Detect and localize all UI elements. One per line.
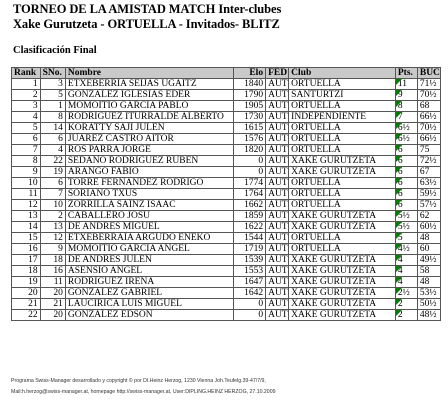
- cell-elo: 1544: [234, 233, 266, 244]
- cell-rank: 5: [12, 123, 41, 134]
- footer-copyright: Programa Swiss-Manager desarrollado y copyright © por DI.Heinz Herzog, 1230 Vienna Joh.Teufelg.39-47/7/9,: [11, 378, 266, 384]
- cell-pts: 6½: [395, 123, 417, 134]
- cell-name: MOMOITIO GARCIA PABLO: [65, 101, 233, 112]
- cell-fed: AUT: [266, 255, 289, 266]
- cell-pts: 6: [395, 200, 417, 211]
- table-row: [12, 277, 441, 288]
- cell-pts: 6: [395, 156, 417, 167]
- cell-name: ROS PARRA JORGE: [65, 145, 233, 156]
- cell-sno: 1: [40, 101, 65, 112]
- tournament-title: TORNEO DE LA AMISTAD MATCH Inter-clubes: [13, 2, 282, 16]
- col-header-sno: SNo.: [40, 68, 65, 79]
- cell-elo: 1615: [234, 123, 266, 134]
- cell-fed: AUT: [266, 112, 289, 123]
- cell-club: INDEPENDIENTE: [289, 112, 396, 123]
- cell-elo: 1764: [234, 189, 266, 200]
- cell-pts: 5: [395, 233, 417, 244]
- table-row: [12, 244, 441, 255]
- cell-name: DE ANDRES JULEN: [65, 255, 233, 266]
- tournament-subtitle: Xake Gurutzeta - ORTUELLA - Invitados- BLITZ: [13, 17, 280, 31]
- cell-name: RODRIGUEZ ITURRALDE ALBERTO: [65, 112, 233, 123]
- cell-name: ETXEBERRAIA ARGUDO ENEKO: [65, 233, 233, 244]
- cell-name: LAUCIRICA LUIS MIGUEL: [65, 299, 233, 310]
- cell-elo: 1642: [234, 288, 266, 299]
- cell-sno: 14: [40, 123, 65, 134]
- col-header-rank: Rank: [12, 68, 41, 79]
- cell-fed: AUT: [266, 101, 289, 112]
- cell-club: ORTUELLA: [289, 79, 396, 90]
- cell-club: XAKE GURUTZETA: [289, 277, 396, 288]
- cell-sno: 18: [40, 255, 65, 266]
- cell-fed: AUT: [266, 90, 289, 101]
- cell-sno: 6: [40, 134, 65, 145]
- cell-buc: 62: [417, 211, 440, 222]
- cell-rank: 10: [12, 178, 41, 189]
- cell-name: DE ANDRES MIGUEL: [65, 222, 233, 233]
- cell-elo: 0: [234, 299, 266, 310]
- cell-rank: 15: [12, 233, 41, 244]
- cell-elo: 1539: [234, 255, 266, 266]
- cell-club: XAKE GURUTZETA: [289, 167, 396, 178]
- col-header-name: Nombre: [65, 68, 233, 79]
- cell-rank: 18: [12, 266, 41, 277]
- table-row: [12, 178, 441, 189]
- cell-club: ORTUELLA: [289, 244, 396, 255]
- cell-sno: 20: [40, 310, 65, 321]
- cell-pts: 4: [395, 255, 417, 266]
- cell-elo: 1840: [234, 79, 266, 90]
- table-row: [12, 189, 441, 200]
- table-row: [12, 101, 441, 112]
- cell-club: ORTUELLA: [289, 123, 396, 134]
- cell-buc: 60: [417, 244, 440, 255]
- table-row: [12, 79, 441, 90]
- table-row: [12, 167, 441, 178]
- cell-buc: 48: [417, 233, 440, 244]
- cell-sno: 6: [40, 178, 65, 189]
- cell-rank: 2: [12, 90, 41, 101]
- cell-club: ORTUELLA: [289, 200, 396, 211]
- table-row: [12, 299, 441, 310]
- table-row: [12, 288, 441, 299]
- cell-club: XAKE GURUTZETA: [289, 211, 396, 222]
- cell-rank: 17: [12, 255, 41, 266]
- cell-rank: 4: [12, 112, 41, 123]
- cell-elo: 1905: [234, 101, 266, 112]
- cell-elo: 1820: [234, 145, 266, 156]
- cell-rank: 1: [12, 79, 41, 90]
- cell-buc: 67: [417, 167, 440, 178]
- cell-fed: AUT: [266, 277, 289, 288]
- cell-buc: 50½: [417, 299, 440, 310]
- cell-fed: AUT: [266, 222, 289, 233]
- table-row: [12, 112, 441, 123]
- cell-name: MOMOITIO GARCIA ANGEL: [65, 244, 233, 255]
- cell-fed: AUT: [266, 233, 289, 244]
- table-row: [12, 145, 441, 156]
- table-row: [12, 134, 441, 145]
- cell-fed: AUT: [266, 244, 289, 255]
- cell-name: TORRE FERNANDEZ RODRIGO: [65, 178, 233, 189]
- cell-buc: 48: [417, 277, 440, 288]
- cell-fed: AUT: [266, 211, 289, 222]
- cell-club: XAKE GURUTZETA: [289, 222, 396, 233]
- cell-name: RODRIGUEZ IRENA: [65, 277, 233, 288]
- cell-club: ORTUELLA: [289, 233, 396, 244]
- cell-fed: AUT: [266, 310, 289, 321]
- cell-elo: 1774: [234, 178, 266, 189]
- cell-pts: 2½: [395, 288, 417, 299]
- cell-club: XAKE GURUTZETA: [289, 288, 396, 299]
- col-header-fed: FED: [266, 68, 289, 79]
- cell-buc: 66½: [417, 134, 440, 145]
- cell-pts: 4: [395, 266, 417, 277]
- cell-pts: 8: [395, 101, 417, 112]
- cell-rank: 9: [12, 167, 41, 178]
- cell-buc: 72½: [417, 156, 440, 167]
- cell-rank: 8: [12, 156, 41, 167]
- cell-buc: 71½: [417, 79, 440, 90]
- cell-pts: 5½: [395, 211, 417, 222]
- cell-rank: 16: [12, 244, 41, 255]
- cell-rank: 3: [12, 101, 41, 112]
- col-header-club: Club: [289, 68, 396, 79]
- cell-sno: 2: [40, 211, 65, 222]
- cell-elo: 1730: [234, 112, 266, 123]
- cell-fed: AUT: [266, 145, 289, 156]
- cell-club: XAKE GURUTZETA: [289, 310, 396, 321]
- col-header-elo: Elo: [234, 68, 266, 79]
- cell-sno: 3: [40, 79, 65, 90]
- cell-elo: 1662: [234, 200, 266, 211]
- cell-rank: 19: [12, 277, 41, 288]
- table-row: [12, 233, 441, 244]
- cell-buc: 60½: [417, 222, 440, 233]
- cell-rank: 7: [12, 145, 41, 156]
- cell-fed: AUT: [266, 266, 289, 277]
- cell-sno: 12: [40, 233, 65, 244]
- cell-fed: AUT: [266, 156, 289, 167]
- cell-club: ORTUELLA: [289, 145, 396, 156]
- cell-sno: 22: [40, 156, 65, 167]
- cell-buc: 53½: [417, 288, 440, 299]
- table-row: [12, 90, 441, 101]
- cell-buc: 75: [417, 145, 440, 156]
- cell-club: ORTUELLA: [289, 178, 396, 189]
- table-row: [12, 255, 441, 266]
- cell-fed: AUT: [266, 288, 289, 299]
- cell-sno: 10: [40, 200, 65, 211]
- cell-name: ASENSIO ANGEL: [65, 266, 233, 277]
- cell-fed: AUT: [266, 123, 289, 134]
- cell-elo: 1647: [234, 277, 266, 288]
- cell-elo: 1719: [234, 244, 266, 255]
- cell-name: SORIANO TXUS: [65, 189, 233, 200]
- col-header-pts: Pts.: [395, 68, 417, 79]
- cell-elo: 0: [234, 310, 266, 321]
- cell-buc: 70½: [417, 90, 440, 101]
- cell-name: KORATTY SAJI JULEN: [65, 123, 233, 134]
- cell-sno: 11: [40, 277, 65, 288]
- cell-elo: 1576: [234, 134, 266, 145]
- cell-pts: 9: [395, 90, 417, 101]
- cell-rank: 22: [12, 310, 41, 321]
- footer-contact: Mail:h.herzog@swiss-manager.at, homepage http://swiss-manager.at, User:DIPLING.HEINZ HERZOG, 27.10.2009: [11, 389, 276, 395]
- cell-pts: 4½: [395, 244, 417, 255]
- cell-name: GONZALEZ IGLESIAS EDER: [65, 90, 233, 101]
- cell-club: XAKE GURUTZETA: [289, 255, 396, 266]
- cell-sno: 4: [40, 145, 65, 156]
- col-header-buc: BUC: [417, 68, 440, 79]
- cell-elo: 1790: [234, 90, 266, 101]
- cell-rank: 12: [12, 200, 41, 211]
- cell-pts: 11: [395, 79, 417, 90]
- cell-buc: 58: [417, 266, 440, 277]
- cell-elo: 1622: [234, 222, 266, 233]
- table-header-row: [12, 68, 441, 79]
- cell-pts: 5½: [395, 222, 417, 233]
- cell-buc: 63½: [417, 178, 440, 189]
- cell-pts: 6: [395, 189, 417, 200]
- cell-club: ORTUELLA: [289, 134, 396, 145]
- cell-name: CABALLERO JOSU: [65, 211, 233, 222]
- cell-pts: 7: [395, 112, 417, 123]
- table-row: [12, 156, 441, 167]
- cell-fed: AUT: [266, 299, 289, 310]
- cell-club: SANTURTZI: [289, 90, 396, 101]
- table-row: [12, 123, 441, 134]
- cell-rank: 20: [12, 288, 41, 299]
- cell-sno: 8: [40, 112, 65, 123]
- cell-club: XAKE GURUTZETA: [289, 266, 396, 277]
- cell-sno: 16: [40, 266, 65, 277]
- cell-fed: AUT: [266, 134, 289, 145]
- cell-pts: 6: [395, 145, 417, 156]
- cell-rank: 13: [12, 211, 41, 222]
- cell-buc: 48½: [417, 310, 440, 321]
- cell-sno: 19: [40, 167, 65, 178]
- cell-elo: 1859: [234, 211, 266, 222]
- cell-sno: 9: [40, 244, 65, 255]
- table-row: [12, 222, 441, 233]
- cell-name: ZORRILLA SAINZ ISAAC: [65, 200, 233, 211]
- cell-name: SEDANO RODRIGUEZ RUBEN: [65, 156, 233, 167]
- cell-fed: AUT: [266, 189, 289, 200]
- cell-club: XAKE GURUTZETA: [289, 299, 396, 310]
- table-row: [12, 266, 441, 277]
- cell-pts: 2: [395, 310, 417, 321]
- cell-fed: AUT: [266, 167, 289, 178]
- cell-name: ARANGO FABIO: [65, 167, 233, 178]
- cell-rank: 21: [12, 299, 41, 310]
- cell-buc: 70½: [417, 123, 440, 134]
- table-row: [12, 200, 441, 211]
- cell-fed: AUT: [266, 178, 289, 189]
- cell-buc: 49½: [417, 255, 440, 266]
- cell-name: GONZALEZ EDSON: [65, 310, 233, 321]
- cell-sno: 21: [40, 299, 65, 310]
- cell-pts: 4: [395, 277, 417, 288]
- cell-elo: 0: [234, 167, 266, 178]
- cell-pts: 2: [395, 299, 417, 310]
- cell-buc: 66½: [417, 112, 440, 123]
- cell-name: GONZALEZ GABRIEL: [65, 288, 233, 299]
- cell-sno: 13: [40, 222, 65, 233]
- cell-elo: 0: [234, 156, 266, 167]
- cell-pts: 6½: [395, 134, 417, 145]
- cell-sno: 20: [40, 288, 65, 299]
- cell-buc: 68: [417, 101, 440, 112]
- standings-table: [11, 67, 441, 321]
- standings-heading: Clasificación Final: [13, 45, 97, 56]
- cell-buc: 59½: [417, 189, 440, 200]
- cell-name: JUAREZ CASTRO AITOR: [65, 134, 233, 145]
- cell-sno: 7: [40, 189, 65, 200]
- table-row: [12, 211, 441, 222]
- cell-buc: 57½: [417, 200, 440, 211]
- cell-club: XAKE GURUTZETA: [289, 156, 396, 167]
- cell-rank: 6: [12, 134, 41, 145]
- cell-name: ETXEBERRIA SEIJAS UGAITZ: [65, 79, 233, 90]
- cell-rank: 14: [12, 222, 41, 233]
- cell-fed: AUT: [266, 200, 289, 211]
- cell-pts: 6: [395, 167, 417, 178]
- cell-rank: 11: [12, 189, 41, 200]
- cell-sno: 5: [40, 90, 65, 101]
- table-row: [12, 310, 441, 321]
- cell-fed: AUT: [266, 79, 289, 90]
- cell-club: ORTUELLA: [289, 101, 396, 112]
- cell-club: ORTUELLA: [289, 189, 396, 200]
- cell-elo: 1553: [234, 266, 266, 277]
- cell-pts: 6: [395, 178, 417, 189]
